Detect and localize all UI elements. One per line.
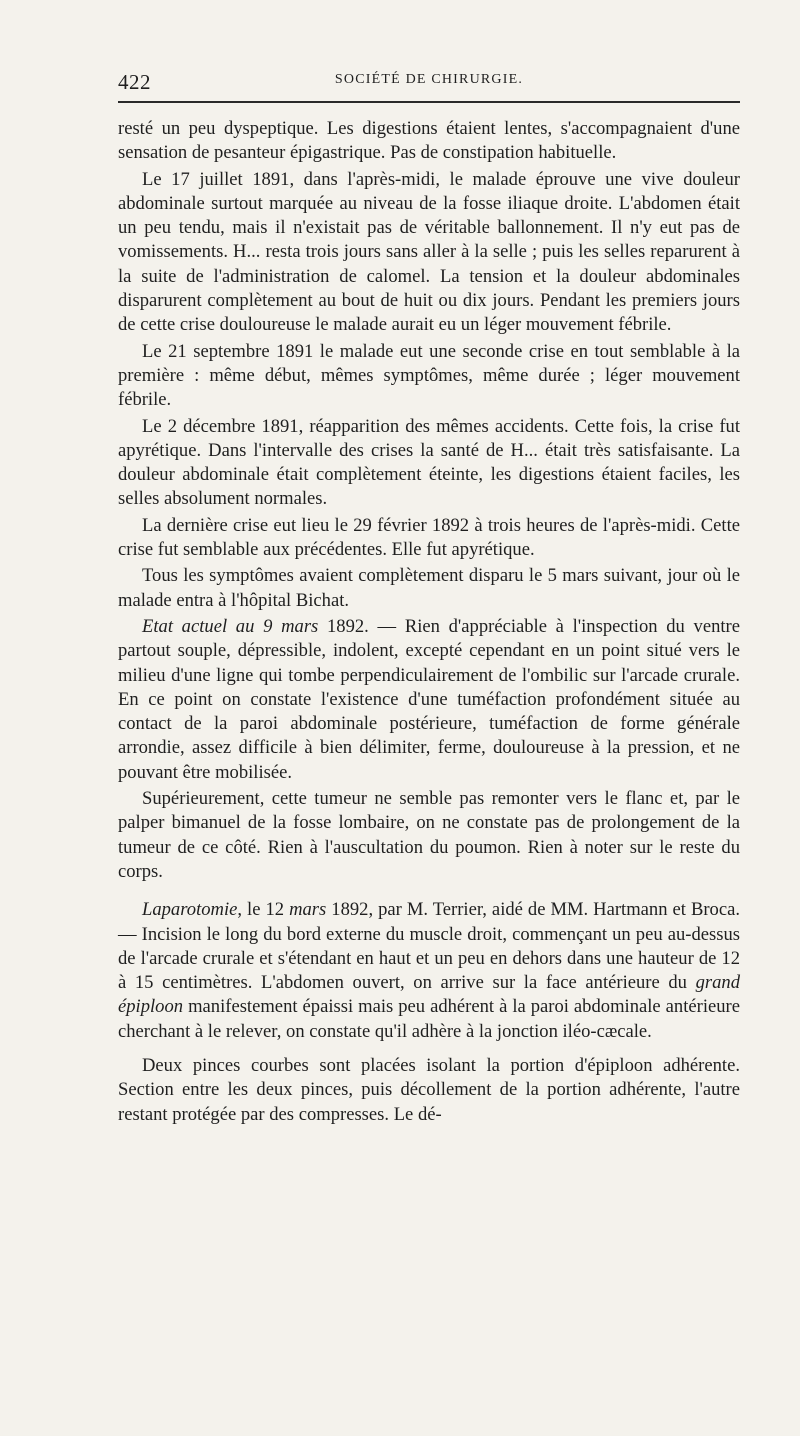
- paragraph: Le 21 septembre 1891 le malade eut une seconde crise en tout semblable à la première : même début, mêmes symptômes, même durée ; léger mouvement fébrile.: [118, 340, 740, 411]
- paragraph: Tous les symptômes avaient complètement disparu le 5 mars suivant, jour où le malade entra à l'hôpital Bichat.: [118, 565, 740, 611]
- body-text: [118, 117, 740, 1129]
- italic-term: grand épiploon: [118, 972, 740, 1018]
- italic-lead: Etat actuel au 9 mars: [142, 615, 319, 637]
- paragraph: Supérieurement, cette tumeur ne semble pas remonter vers le flanc et, par le palper bimanuel de la fosse lombaire, on ne constate pas de prolongement de la tumeur de ce côté. Rien à l'auscultation du poumon. Rien à noter sur le reste du corps.: [118, 788, 740, 882]
- page-number: 422: [118, 70, 151, 94]
- paragraph-body: manifestement épaissi mais peu adhérent à la paroi abdominale antérieure cherchant à le relever, on constate qu'il adhère à la jonction iléo-cæcale.: [118, 996, 740, 1042]
- paragraph-body: , le 12: [237, 899, 290, 921]
- paragraph: resté un peu dyspeptique. Les digestions étaient lentes, s'accompagnaient d'une sensation de pesanteur épigastrique. Pas de constipation habituelle.: [118, 118, 740, 164]
- paragraph: Deux pinces courbes sont placées isolant la portion d'épiploon adhérente. Section entre les deux pinces, puis décollement de la portion adhérente, l'autre restant protégée par des compresses. Le dé-: [118, 1054, 740, 1125]
- running-title: SOCIÉTÉ DE CHIRURGIE.: [334, 72, 524, 87]
- header-rule: [118, 101, 740, 103]
- paragraph-body: 1892, par M. Terrier, aidé de MM. Hartmann et Broca. — Incision le long du bord externe du muscle droit, commençant un peu au-dessus de l'arcade crurale et s'étendant en haut et un peu en dehors dans une hauteur de 12 à 15 centimètres. L'abdomen ouvert, on arrive sur la face antérieure du: [118, 899, 740, 994]
- paragraph-laparotomie: [118, 898, 740, 1044]
- paragraph-etat-actuel: [118, 615, 740, 785]
- italic-date: mars: [289, 899, 327, 921]
- paragraph: Le 2 décembre 1891, réapparition des mêmes accidents. Cette fois, la crise fut apyrétique. Dans l'intervalle des crises la santé de H... était très satisfaisante. La douleur abdominale était complètement éteinte, les digestions étaient faciles, les selles absolument normales.: [118, 415, 740, 510]
- page-header: [118, 70, 740, 94]
- italic-lead: Laparotomie: [142, 899, 238, 921]
- paragraph-body: 1892. — Rien d'appréciable à l'inspection du ventre partout souple, dépressible, indolent, excepté cependant en un point situé vers le milieu d'une ligne qui tombe perpendiculairement de l'ombilic sur l'arcade crurale. En ce point on constate l'existence d'une tuméfaction profondément située au contact de la paroi abdominale postérieure, tuméfaction de forme générale arrondie, assez difficile à bien délimiter, ferme, douloureuse à la pression, et ne pouvant être mobilisée.: [118, 615, 740, 783]
- paragraph: Le 17 juillet 1891, dans l'après-midi, le malade éprouve une vive douleur abdominale surtout marquée au niveau de la fosse iliaque droite. L'abdomen était un peu tendu, mais il n'existait pas de véritable ballonnement. Il n'y eut pas de vomissements. H... resta trois jours sans aller à la selle ; puis les selles reparurent à la suite de l'administration de calomel. La tension et la douleur abdominales disparurent complètement au bout de huit ou dix jours. Pendant les premiers jours de cette crise douloureuse le malade aurait eu un léger mouvement fébrile.: [118, 168, 740, 336]
- paragraph: La dernière crise eut lieu le 29 février 1892 à trois heures de l'après-midi. Cette crise fut semblable aux précédentes. Elle fut apyrétique.: [118, 514, 740, 561]
